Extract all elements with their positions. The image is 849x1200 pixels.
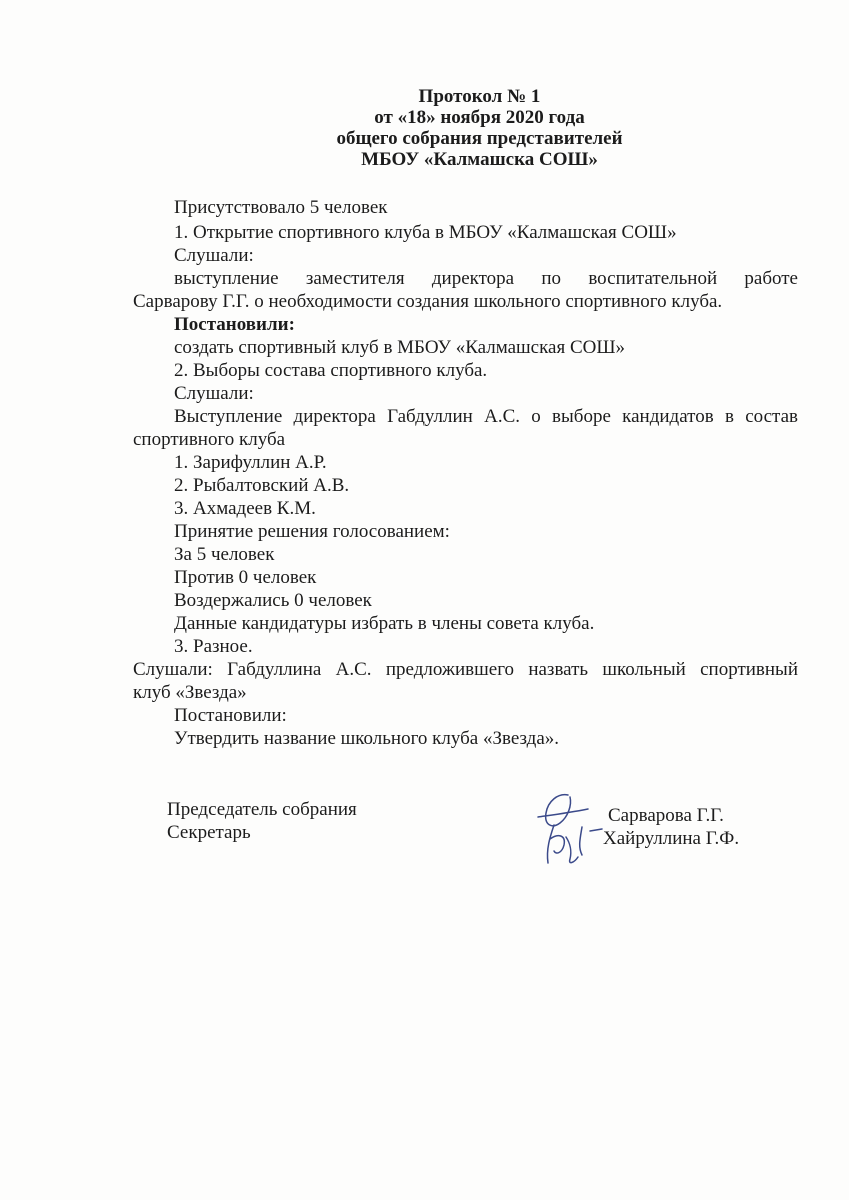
agenda-item-3: 3. Разное. [174, 636, 253, 657]
secretary-role: Секретарь [167, 822, 251, 843]
candidate-3: 3. Ахмадеев К.М. [174, 498, 316, 519]
speech-1-line-2: Сарварову Г.Г. о необходимости создания школьного спортивного клуба. [133, 291, 723, 312]
heard-label-1: Слушали: [174, 245, 254, 266]
chair-name: Сарварова Г.Г. [608, 805, 724, 826]
heard-3-line-1: Слушали: Габдуллина А.С. предложившего назвать школьный спортивный [133, 659, 798, 680]
speech-1-line-1: выступление заместителя директора по воспитательной работе [174, 268, 798, 289]
resolved-label-3: Постановили: [174, 705, 287, 726]
signature-stroke [547, 825, 554, 863]
title-line-2: от «18» ноября 2020 года [374, 107, 585, 128]
heard-3-line-2: клуб «Звезда» [133, 682, 247, 703]
speech-2-line-2: спортивного клуба [133, 429, 286, 450]
signature-stroke [580, 827, 582, 855]
title-line-4: МБОУ «Калмашска СОШ» [361, 149, 598, 170]
speech-2-line-1: Выступление директора Габдуллин А.С. о выборе кандидатов в состав [174, 406, 798, 427]
signature-stroke [566, 837, 578, 863]
document-title [0, 86, 849, 170]
vote-abstain: Воздержались 0 человек [174, 590, 372, 611]
decision-1: создать спортивный клуб в МБОУ «Калмашская СОШ» [174, 337, 626, 358]
chair-role: Председатель собрания [167, 799, 357, 820]
resolved-label-1: Постановили: [174, 314, 295, 335]
title-line-3: общего собрания представителей [336, 128, 623, 149]
signature-stroke [546, 795, 571, 826]
title-line-1: Протокол № 1 [418, 86, 541, 107]
candidate-1: 1. Зарифуллин А.Р. [174, 452, 327, 473]
vote-title: Принятие решения голосованием: [174, 521, 450, 542]
agenda-item-2: 2. Выборы состава спортивного клуба. [174, 360, 488, 381]
signature-stroke [590, 829, 602, 831]
secretary-name: Хайруллина Г.Ф. [603, 828, 740, 849]
candidate-2: 2. Рыбалтовский А.В. [174, 475, 350, 496]
agenda-item-1: 1. Открытие спортивного клуба в МБОУ «Калмашская СОШ» [174, 222, 677, 243]
vote-against: Против 0 человек [174, 567, 317, 588]
signature-stroke [550, 836, 564, 853]
attendance: Присутствовало 5 человек [174, 197, 388, 218]
decision-3: Утвердить название школьного клуба «Звезда». [174, 728, 560, 749]
handwritten-signature [528, 787, 606, 869]
vote-result: Данные кандидатуры избрать в члены совета клуба. [174, 613, 595, 634]
heard-label-2: Слушали: [174, 383, 254, 404]
vote-for: За 5 человек [174, 544, 275, 565]
